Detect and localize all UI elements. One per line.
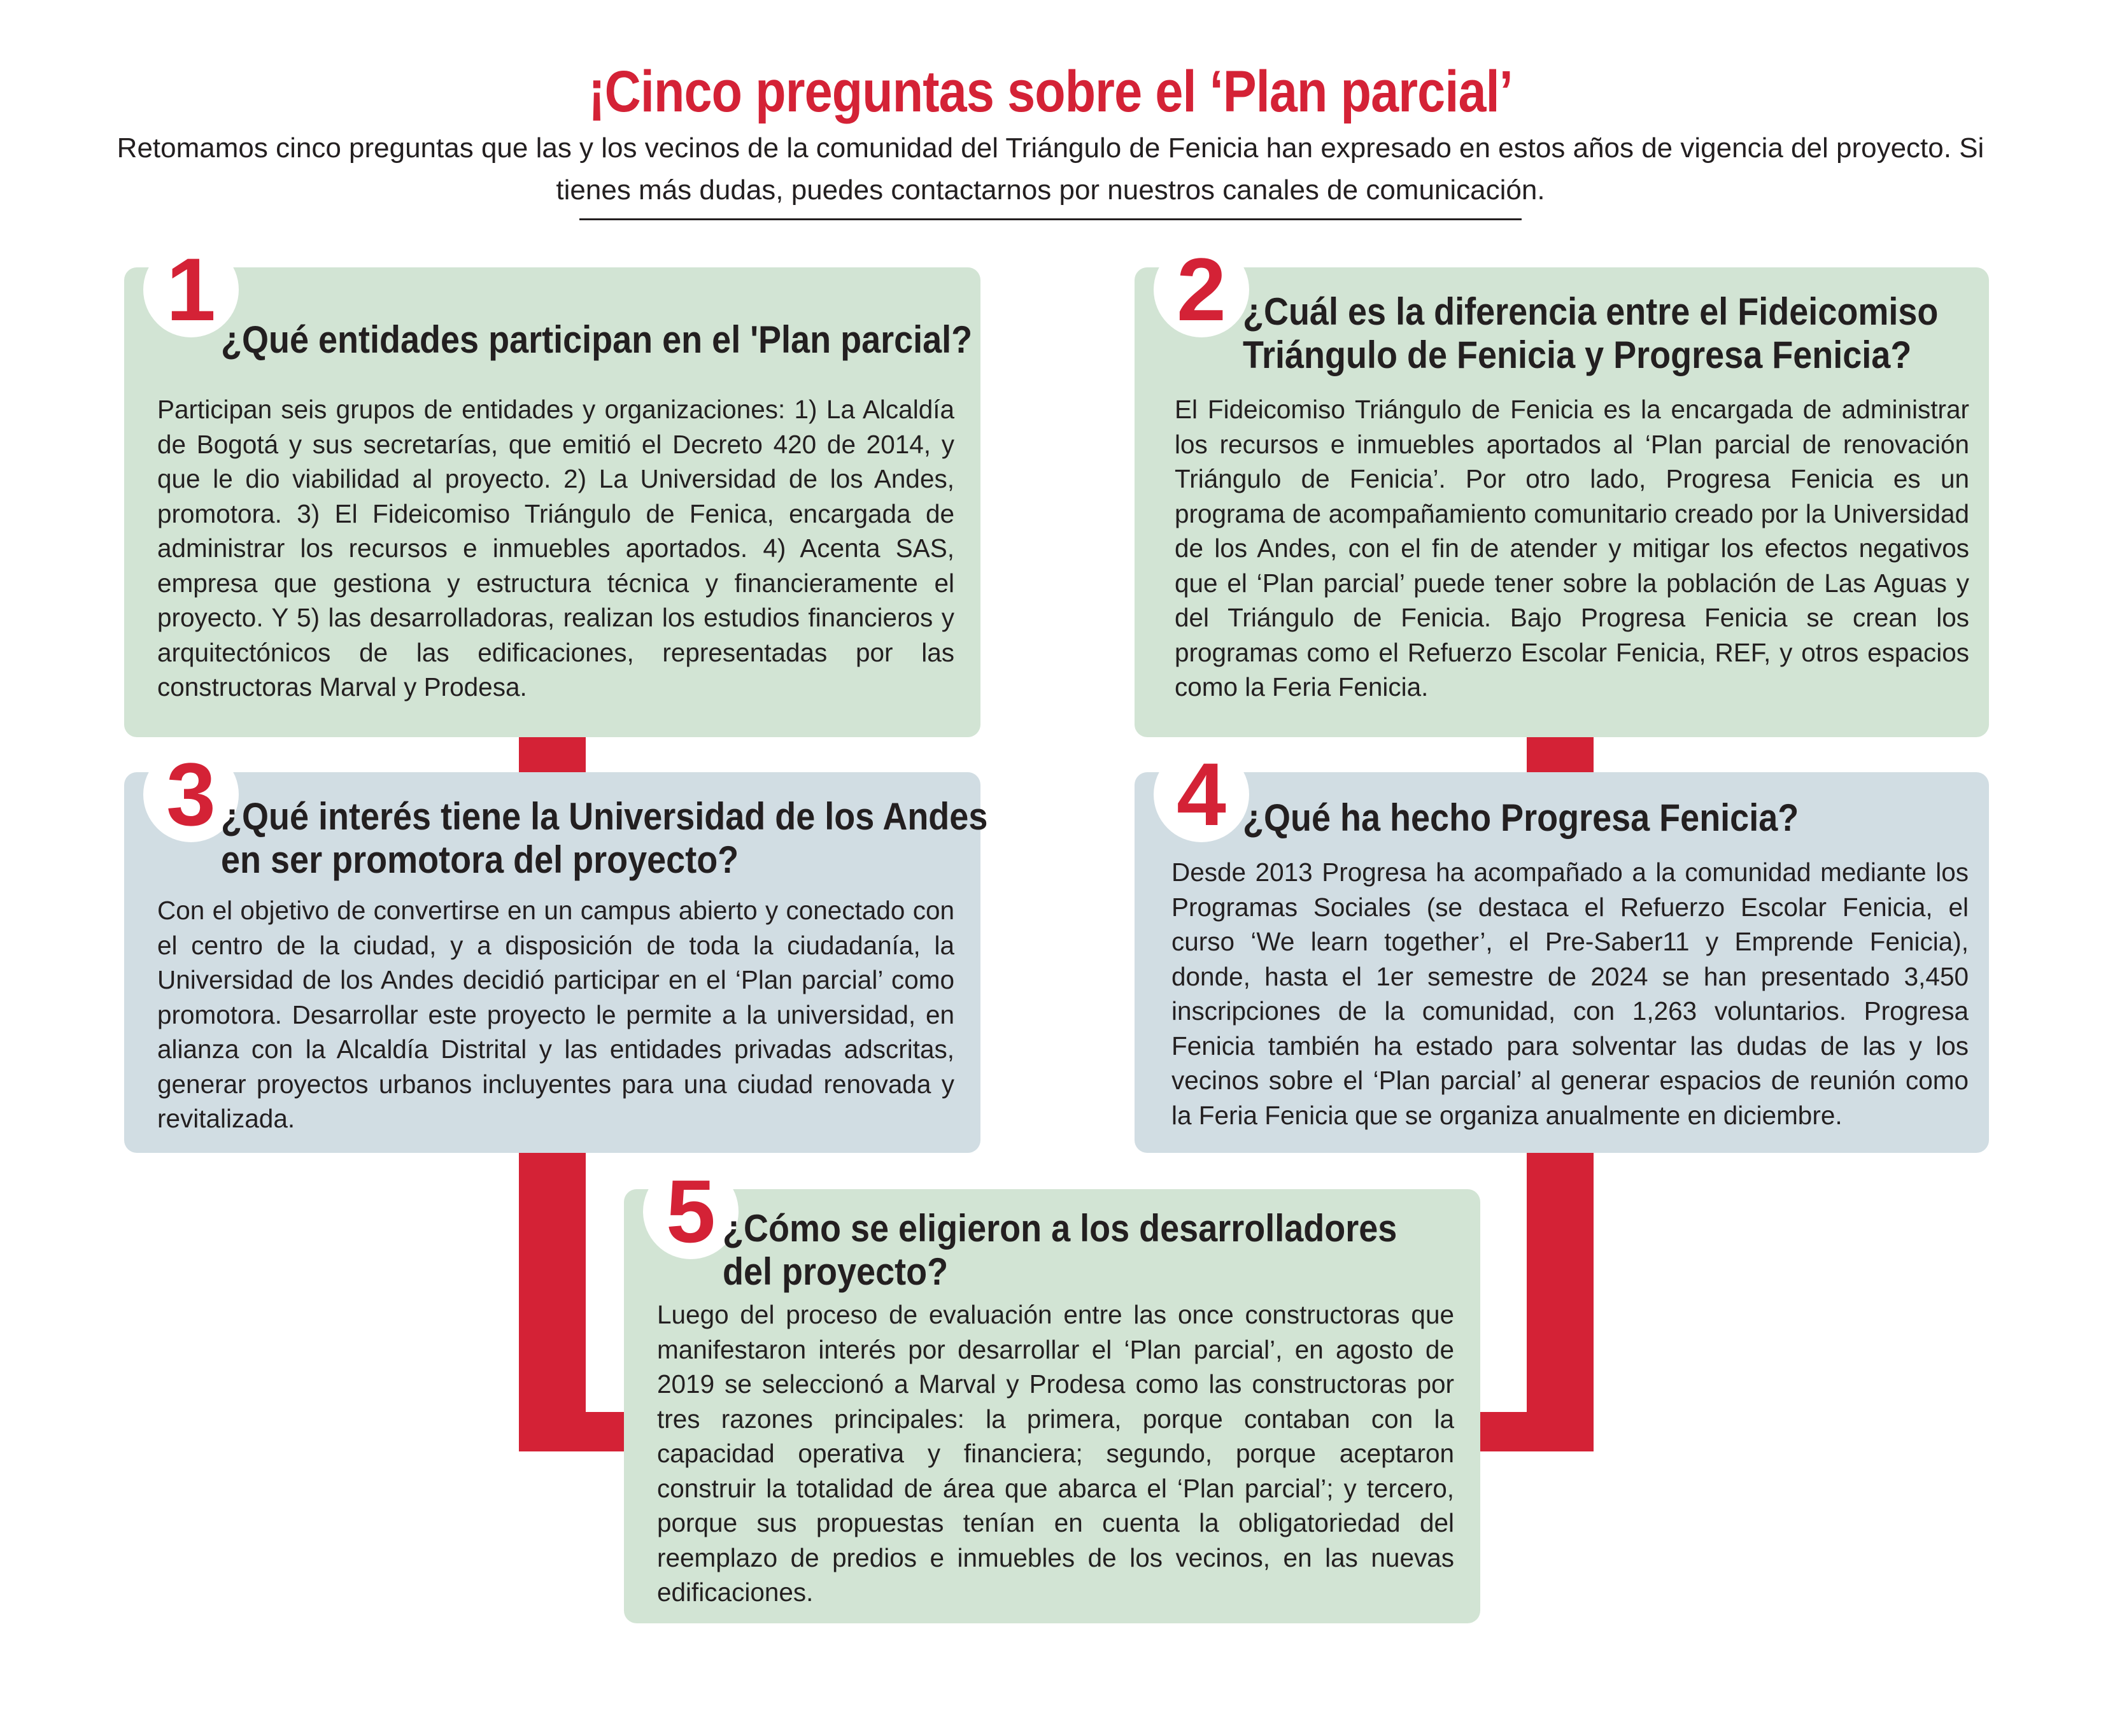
question-number-badge: 2 bbox=[1154, 242, 1249, 337]
answer-text: Luego del proceso de evaluación entre las once constructoras que manifestaron interés por desarrollar el ‘Plan parcial’, en agosto de 2019 se seleccionó a Marval y Prodesa como las constructoras por tres razones principales: la primera, porque contaban con la capacidad operativa y financiera; segundo, porque aceptaron construir la totalidad de área que abarca el ‘Plan parcial’; y tercero, porque sus propuestas tenían en cuenta la obligatoriedad del reemplazo de predios e inmuebles de los vecinos, en las nuevas edificaciones. bbox=[657, 1300, 1454, 1607]
question-card-3 bbox=[124, 744, 988, 1153]
question-line: en ser promotora del proyecto? bbox=[221, 838, 739, 881]
question-line: ¿Cómo se eligieron a los desarrolladores bbox=[723, 1207, 1397, 1250]
question-line: del proyecto? bbox=[723, 1250, 949, 1293]
question-number-badge: 5 bbox=[643, 1164, 739, 1259]
question-number-badge: 4 bbox=[1154, 747, 1249, 842]
question-number-badge: 1 bbox=[143, 242, 239, 337]
connector-right-horizontal bbox=[1477, 1412, 1594, 1451]
question-card-4 bbox=[1135, 744, 1989, 1153]
question-card-5 bbox=[624, 1161, 1480, 1623]
question-line: ¿Cuál es la diferencia entre el Fideicomiso bbox=[1243, 290, 1939, 333]
question-heading bbox=[221, 318, 972, 362]
question-heading bbox=[1243, 796, 1799, 840]
question-heading bbox=[221, 795, 987, 882]
question-line: ¿Qué interés tiene la Universidad de los Andes bbox=[221, 795, 988, 838]
question-line: ¿Qué entidades participan en el 'Plan parcial? bbox=[221, 318, 973, 361]
answer-text: Desde 2013 Progresa ha acompañado a la comunidad mediante los Programas Sociales (se destaca el Refuerzo Escolar Fenicia, el curso ‘We learn together’, el Pre-Saber11 y Emprende Fenicia), donde, hasta el 1er semestre de 2024 se han presentado 3,450 inscripciones de la comunidad, con 1,263 voluntarios. Progresa Fenicia también ha estado para solventar las dudas de las y los vecinos sobre el ‘Plan parcial’ al generar espacios de reunión como la Feria Fenicia que se organiza anualmente en diciembre. bbox=[1171, 857, 1969, 1130]
intro-text: Retomamos cinco preguntas que las y los vecinos de la comunidad del Triángulo de Fenicia han expresado en estos años de vigencia del proyecto. Si tienes más dudas, puedes contactarnos por nuestros canales de comunicación. bbox=[117, 132, 1984, 206]
question-line: ¿Qué ha hecho Progresa Fenicia? bbox=[1243, 796, 1799, 839]
question-number-badge: 3 bbox=[143, 747, 239, 842]
question-heading bbox=[723, 1207, 1397, 1294]
question-heading bbox=[1243, 290, 1938, 377]
question-line: Triángulo de Fenicia y Progresa Fenicia? bbox=[1243, 334, 1912, 376]
page-title: ¡Cinco preguntas sobre el ‘Plan parcial’ bbox=[588, 59, 1513, 124]
answer-text: Con el objetivo de convertirse en un campus abierto y conectado con el centro de la ciudad, y a disposición de toda la ciudadanía, la Universidad de los Andes decidió participar en el ‘Plan parcial’ como promotora. Desarrollar este proyecto le permite a la universidad, en alianza con la Alcaldía Distrital y las entidades privadas adscritas, generar proyectos urbanos incluyentes para una ciudad renovada y revitalizada. bbox=[157, 896, 954, 1133]
divider bbox=[579, 218, 1522, 220]
question-card-2 bbox=[1135, 239, 1989, 737]
connector-left-horizontal bbox=[519, 1412, 633, 1451]
answer-text: Participan seis grupos de entidades y organizaciones: 1) La Alcaldía de Bogotá y sus secretarías, que emitió el Decreto 420 de 2014, y que le dio viabilidad al proyecto. 2) La Universidad de los Andes, promotora. 3) El Fideicomiso Triángulo de Fenica, encargada de administrar los recursos e inmuebles aportados. 4) Acenta SAS, empresa que gestiona y estructura técnica y financieramente el proyecto. Y 5) las desarrolladoras, realizan los estudios financieros y arquitectónicos de las edificaciones, representadas por las constructoras Marval y Prodesa. bbox=[157, 395, 954, 702]
question-card-1 bbox=[124, 239, 980, 737]
answer-text: El Fideicomiso Triángulo de Fenicia es la encargada de administrar los recursos e inmuebles aportados al ‘Plan parcial de renovación Triángulo de Fenicia’. Por otro lado, Progresa Fenicia es un programa de acompañamiento comunitario creado por la Universidad de los Andes, con el fin de atender y mitigar los efectos negativos que el ‘Plan parcial’ puede tener sobre la población de Las Aguas y del Triángulo de Fenicia. Bajo Progresa Fenicia se crean los programas como el Refuerzo Escolar Fenicia, REF, y otros espacios como la Feria Fenicia. bbox=[1175, 395, 1969, 702]
